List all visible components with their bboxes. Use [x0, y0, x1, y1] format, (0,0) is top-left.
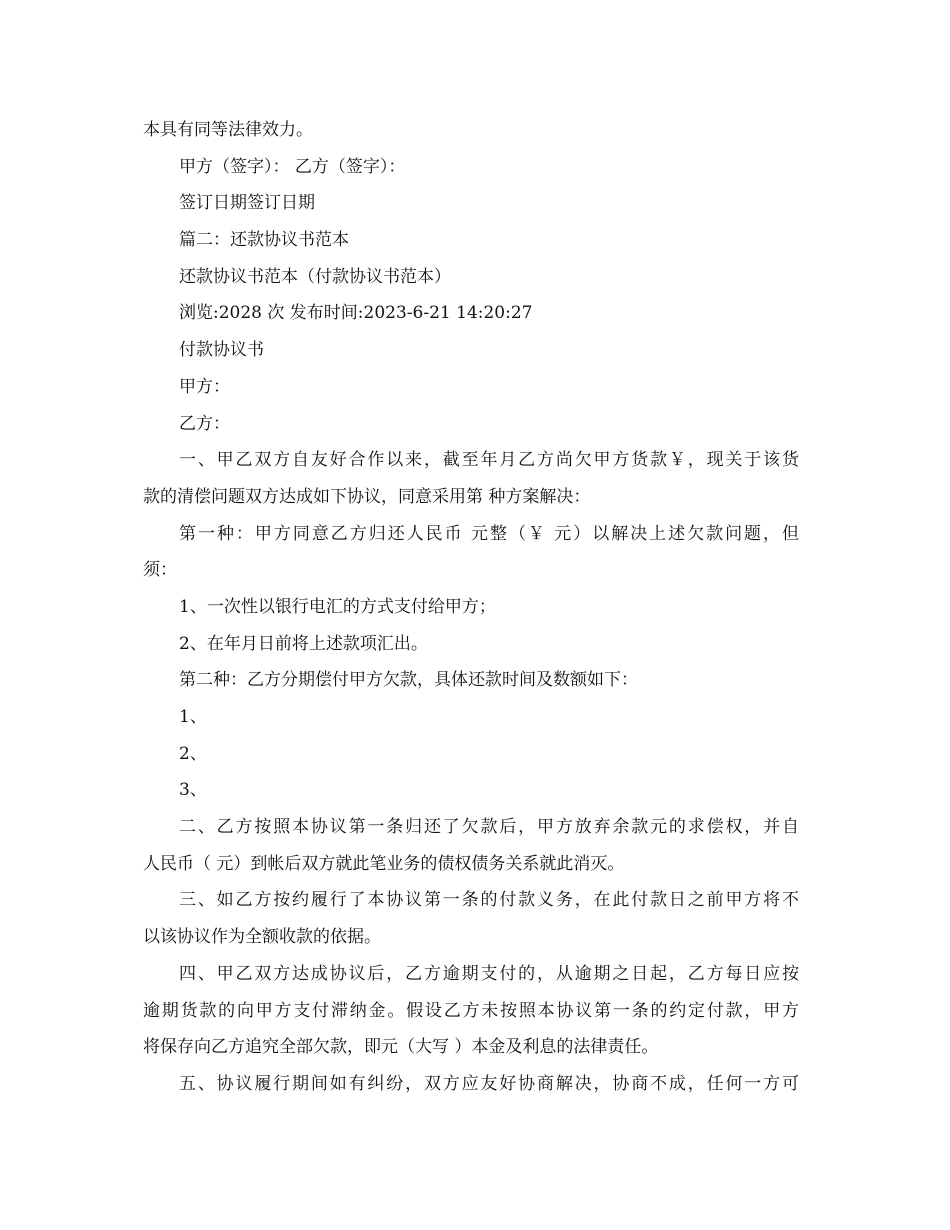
- party-a-line: 甲方：: [179, 376, 230, 397]
- paragraph-line: 本具有同等法律效力。: [143, 120, 313, 140]
- paragraph-line: 一、甲乙双方自友好合作以来，截至年月乙方尚欠甲方货款￥，现关于该货: [179, 450, 799, 471]
- paragraph-line: 三、如乙方按约履行了本协议第一条的付款义务，在此付款日之前甲方将不: [179, 890, 799, 911]
- section-heading: 篇二：还款协议书范本: [179, 230, 349, 251]
- paragraph-line: 人民币（ 元）到帐后双方就此笔业务的债权债务关系就此消灭。: [143, 853, 625, 874]
- party-b-line: 乙方：: [179, 413, 230, 434]
- list-item: 1、: [179, 707, 207, 727]
- paragraph-line: 第二种：乙方分期偿付甲方欠款，具体还款时间及数额如下：: [179, 670, 638, 691]
- list-item: 3、: [179, 780, 207, 801]
- paragraph-line: 四、甲乙双方达成协议后，乙方逾期支付的，从逾期之日起，乙方每日应按: [179, 963, 799, 984]
- paragraph-line: 二、乙方按照本协议第一条归还了欠款后，甲方放弃余款元的求偿权，并自: [179, 817, 799, 838]
- list-item: 2、: [179, 743, 207, 764]
- list-item: 1、一次性以银行电汇的方式支付给甲方；: [179, 596, 496, 617]
- paragraph-line: 以该协议作为全额收款的依据。: [143, 927, 381, 948]
- document-subtitle: 还款协议书范本（付款协议书范本）: [179, 266, 451, 287]
- sign-date-line: 签订日期签订日期: [179, 193, 315, 214]
- document-body: [143, 112, 799, 1103]
- paragraph-line: 须：: [143, 560, 177, 581]
- paragraph-line: 逾期货款的向甲方支付滞纳金。假设乙方未按照本协议第一条的约定付款，甲方: [143, 1000, 799, 1021]
- signature-line: 甲方（签字）： 乙方（签字）：: [179, 156, 406, 177]
- paragraph-line: 将保存向乙方追究全部欠款，即元（大写 ）本金及利息的法律责任。: [143, 1037, 659, 1058]
- paragraph-line: 五、协议履行期间如有纠纷，双方应友好协商解决，协商不成，任何一方可: [179, 1073, 799, 1094]
- paragraph-line: 第一种：甲方同意乙方归还人民币 元整（￥ 元）以解决上述欠款问题，但: [179, 523, 799, 544]
- view-publish-info: 浏览:2028 次 发布时间:2023-6-21 14:20:27: [179, 303, 533, 324]
- list-item: 2、在年月日前将上述款项汇出。: [179, 633, 428, 654]
- paragraph-line: 款的清偿问题双方达成如下协议，同意采用第 种方案解决：: [143, 486, 591, 507]
- agreement-title: 付款协议书: [179, 340, 264, 361]
